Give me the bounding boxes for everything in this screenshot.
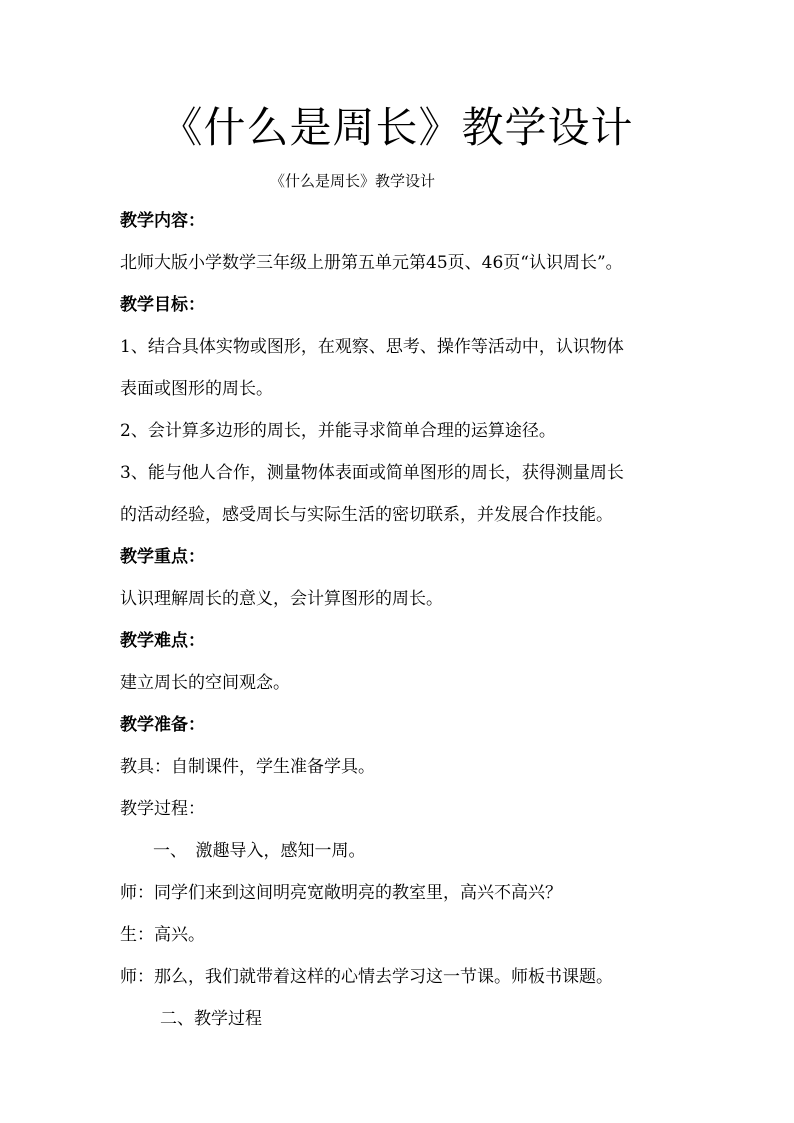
- key-points-text: 认识理解周长的意义，会计算图形的周长。: [120, 589, 443, 609]
- heading-content: 教学内容：: [120, 211, 205, 231]
- heading-preparation: 教学准备：: [120, 715, 205, 735]
- section-1-title: 一、 激趣导入，感知一周。: [153, 841, 366, 861]
- heading-objectives: 教学目标：: [120, 295, 205, 315]
- document-subtitle: 《什么是周长》教学设计: [270, 172, 436, 190]
- dialogue-student-1: 生：高兴。: [120, 925, 205, 945]
- difficulties-text: 建立周长的空间观念。: [120, 673, 290, 693]
- objective-2: 2、会计算多边形的周长，并能寻求简单合理的运算途径。: [120, 421, 556, 441]
- section-2-title: 二、教学过程: [160, 1009, 262, 1029]
- preparation-text: 教具：自制课件，学生准备学具。: [120, 757, 375, 777]
- objective-3-line-1: 3、能与他人合作，测量物体表面或简单图形的周长，获得测量周长: [120, 463, 624, 483]
- heading-key-points: 教学重点：: [120, 547, 205, 567]
- dialogue-teacher-2: 师：那么，我们就带着这样的心情去学习这一节课。师板书课题。: [120, 967, 613, 987]
- document-title: 《什么是周长》教学设计: [160, 103, 634, 152]
- dialogue-teacher-1: 师：同学们来到这间明亮宽敞明亮的教室里，高兴不高兴？: [120, 883, 562, 903]
- objective-1-line-2: 表面或图形的周长。: [120, 379, 273, 399]
- content-text: 北师大版小学数学三年级上册第五单元第45页、46页“认识周长”。: [120, 253, 623, 273]
- heading-difficulties: 教学难点：: [120, 631, 205, 651]
- heading-process: 教学过程：: [120, 799, 205, 819]
- objective-3-line-2: 的活动经验，感受周长与实际生活的密切联系，并发展合作技能。: [120, 505, 613, 525]
- objective-1-line-1: 1、结合具体实物或图形，在观察、思考、操作等活动中，认识物体: [120, 337, 624, 357]
